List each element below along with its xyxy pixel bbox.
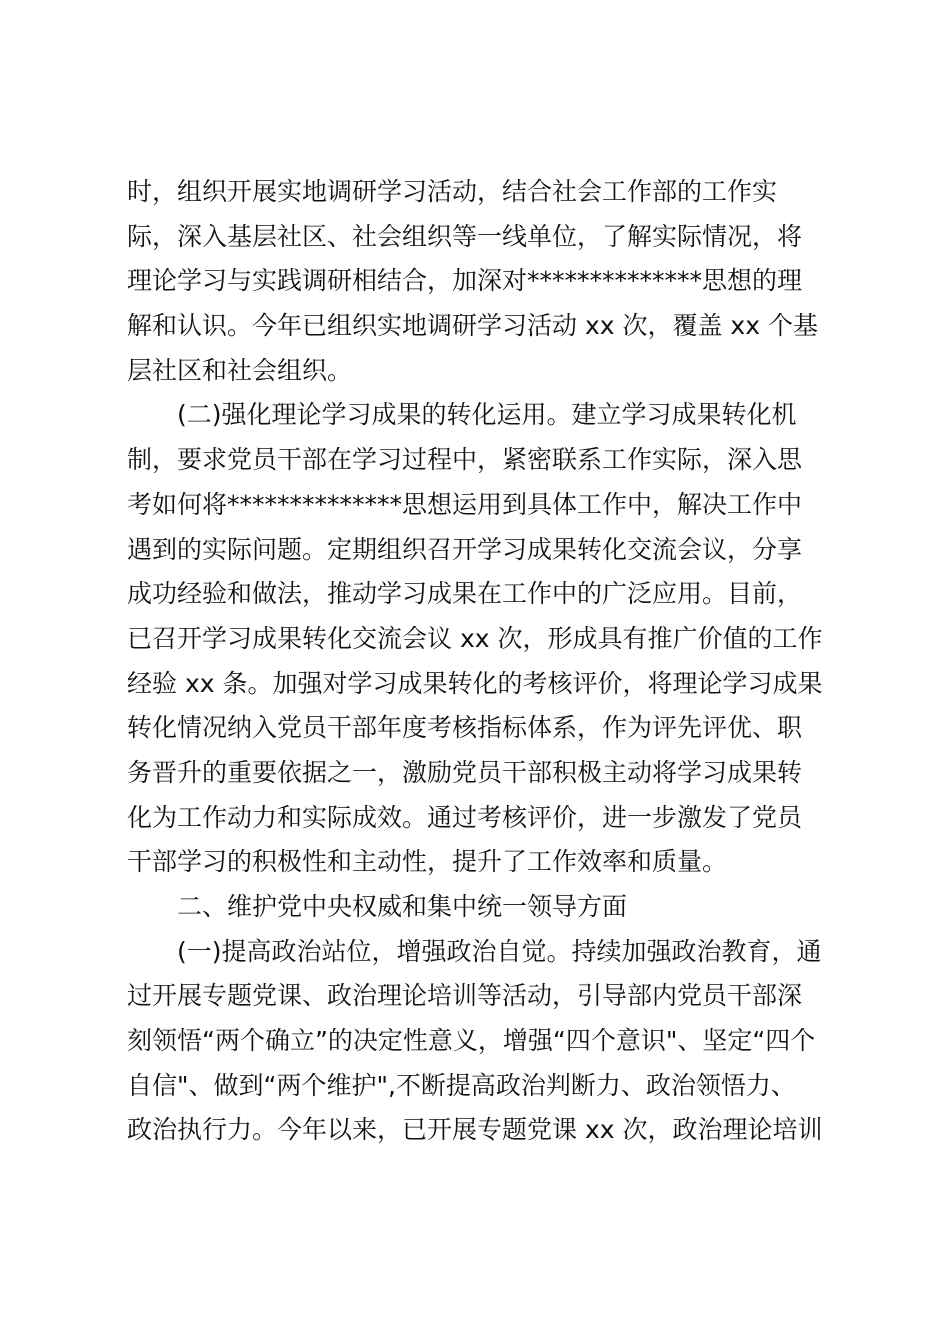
text-line: 制，要求党员干部在学习过程中，紧密联系工作实际，深入思 [127,445,803,475]
text-line: 成功经验和做法，推动学习成果在工作中的广泛应用。目前， [127,579,803,609]
text-line: 干部学习的积极性和主动性，提升了工作效率和质量。 [127,847,728,877]
text-line: 考如何将**************思想运用到具体工作中，解决工作中 [127,489,803,519]
text-line: 化为工作动力和实际成效。通过考核评价，进一步激发了党员 [127,802,803,832]
text-line: 经验 xx 条。加强对学习成果转化的考核评价，将理论学习成果 [127,668,823,698]
text-line: 层社区和社会组织。 [127,355,353,385]
text-line: 已召开学习成果转化交流会议 xx 次，形成具有推广价值的工作 [127,623,823,653]
text-line: 政治执行力。今年以来，已开展专题党课 xx 次，政治理论培训 [127,1115,823,1145]
text-line: 刻领悟“两个确立”的决定性意义，增强“四个意识"、坚定“四个 [127,1026,816,1056]
section-heading: 二、维护党中央权威和集中统一领导方面 [177,892,628,921]
text-line: 过开展专题党课、政治理论培训等活动，引导部内党员干部深 [127,981,803,1011]
text-line: 解和认识。今年已组织实地调研学习活动 xx 次，覆盖 xx 个基 [127,311,818,341]
text-line: 务晋升的重要依据之一，激励党员干部积极主动将学习成果转 [127,757,803,787]
text-line: 自信"、做到“两个维护",不断提高政治判断力、政治领悟力、 [127,1070,796,1100]
text-line: 时，组织开展实地调研学习活动，结合社会工作部的工作实 [127,177,778,206]
document-body [127,170,833,1153]
text-line: 理论学习与实践调研相结合，加深对**************思想的理 [127,266,803,296]
text-line: 遇到的实际问题。定期组织召开学习成果转化交流会议，分享 [127,534,803,564]
paragraph-start-line: (二)强化理论学习成果的转化运用。建立学习成果转化机 [177,400,797,430]
paragraph-start-line: (一)提高政治站位，增强政治自觉。持续加强政治教育，通 [177,936,822,966]
text-line: 转化情况纳入党员干部年度考核指标体系，作为评先评优、职 [127,713,803,743]
text-line: 际，深入基层社区、社会组织等一线单位，了解实际情况，将 [127,221,803,251]
